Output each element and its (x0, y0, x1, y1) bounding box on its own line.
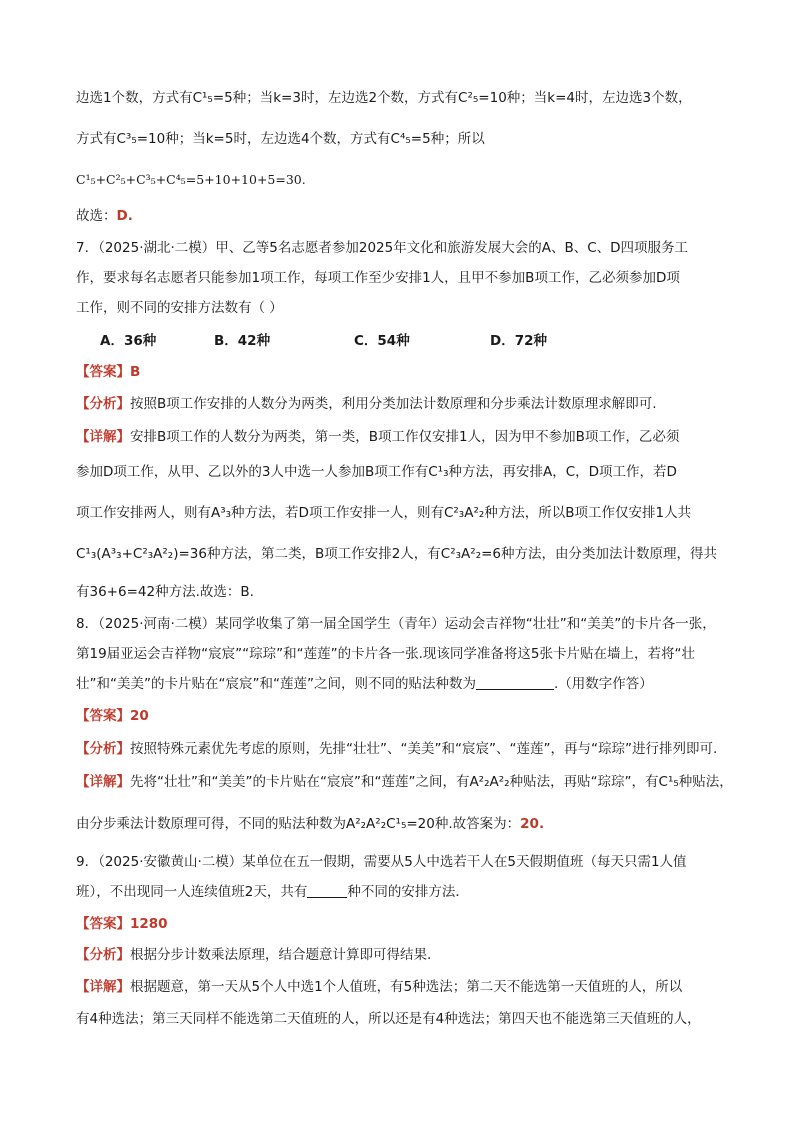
question-8-text: 第19届亚运会吉祥物“宸宸”“琮琮”和“莲莲”的卡片各一张.现该同学准备将这5张卡片贴在墙上，若将“壮 (76, 646, 696, 662)
analysis-tag: 【分析】 (76, 396, 130, 412)
detail-text: 由分步乘法计数原理可得，不同的贴法种数为A²₂A²₂C¹₅=20种.故答案为： (76, 816, 521, 832)
detail-line (76, 814, 726, 834)
answer-line (76, 914, 726, 934)
answer-value: 20. (520, 816, 545, 832)
option-d: D．72种 (490, 333, 547, 349)
analysis-line (76, 739, 726, 759)
answer-tag: 【答案】 (76, 916, 130, 932)
answer-value: 1280 (130, 916, 168, 932)
question-text: 种不同的安排方法． (347, 884, 469, 900)
detail-line (76, 427, 726, 447)
label: 故选： (76, 208, 117, 224)
detail-line: 参加D项工作，从甲、乙以外的3人中选一人参加B项工作有C¹₃种方法，再安排A，C，D项工作，若D (76, 464, 677, 480)
question-7-text: 7．（2025·湖北·二模）甲、乙等5名志愿者参加2025年文化和旅游发展大会的A、B、C、D四项服务工 (76, 240, 689, 256)
answer-tag: 【答案】 (76, 364, 130, 380)
question-9-text (76, 882, 726, 902)
option-a: A．36种 (100, 333, 157, 349)
answer-value: 20 (130, 708, 149, 724)
analysis-text: 根据分步计数乘法原理，结合题意计算即可得结果. (130, 947, 432, 963)
formula-line: C¹₅+C²₅+C³₅+C⁴₅=5+10+10+5=30. (76, 172, 306, 187)
question-text: 班），不出现同一人连续值班2天，共有 (76, 884, 308, 900)
analysis-tag: 【分析】 (76, 741, 130, 757)
question-9-text: 9．（2025·安徽黄山·二模）某单位在五一假期，需要从5人中选若干人在5天假期值班（每天只需1人值 (76, 854, 687, 870)
detail-line (76, 977, 726, 997)
detail-text: 安排B项工作的人数分为两类，第一类，B项工作仅安排1人，因为甲不参加B项工作，乙必须 (130, 429, 680, 445)
option-c: C．54种 (354, 333, 410, 349)
option-b: B．42种 (214, 333, 271, 349)
detail-text: 先将“壮壮”和“美美”的卡片贴在“宸宸”和“莲莲”之间，有A²₂A²₂种贴法，再贴“琮琮”，有C¹₅种贴法， (130, 774, 733, 790)
answer-blank (476, 675, 554, 690)
text-line: 方式有C³₅=10种；当k=5时，左边选4个数，方式有C⁴₅=5种；所以 (76, 131, 485, 147)
detail-line: 有36+6=42种方法.故选：B. (76, 584, 254, 600)
answer-blank (307, 883, 347, 898)
analysis-line (76, 394, 726, 414)
text-line: 边选1个数，方式有C¹₅=5种；当k=3时，左边选2个数，方式有C²₅=10种；当k=4时，左边选3个数， (76, 90, 692, 106)
analysis-text: 按照特殊元素优先考虑的原则，先排“壮壮”、“美美”和“宸宸”、“莲莲”，再与“琮琮”进行排列即可. (130, 741, 718, 757)
detail-text: 根据题意，第一天从5个人中选1个人值班，有5种选法；第二天不能选第一天值班的人，所以 (130, 979, 683, 995)
answer-line (76, 706, 726, 726)
answer-tag: 【答案】 (76, 708, 130, 724)
detail-line (76, 772, 733, 792)
detail-tag: 【详解】 (76, 774, 130, 790)
analysis-text: 按照B项工作安排的人数分为两类，利用分类加法计数原理和分步乘法计数原理求解即可. (130, 396, 657, 412)
question-8-text: 8．（2025·河南·二模）某同学收集了第一届全国学生（青年）运动会吉祥物“壮壮”和“美美”的卡片各一张， (76, 616, 716, 632)
question-text: 壮”和“美美”的卡片贴在“宸宸”和“莲莲”之间，则不同的贴法种数为 (76, 676, 476, 692)
detail-line: 有4种选法；第三天同样不能选第二天值班的人，所以还是有4种选法；第四天也不能选第三天值班的人， (76, 1011, 701, 1027)
analysis-tag: 【分析】 (76, 947, 130, 963)
answer-value: B (130, 364, 141, 380)
answer-line (76, 206, 726, 226)
detail-tag: 【详解】 (76, 429, 130, 445)
analysis-line (76, 945, 726, 965)
question-text: .（用数字作答） (553, 676, 653, 692)
question-8-text (76, 674, 726, 694)
detail-line: 项工作安排两人，则有A³₃种方法，若D项工作安排一人，则有C²₃A²₂种方法，所以B项工作仅安排1人共 (76, 505, 692, 521)
answer-line (76, 362, 726, 382)
answer-value: D. (116, 208, 133, 224)
detail-line: C¹₃(A³₃+C²₃A²₂)=36种方法，第二类，B项工作安排2人，有C²₃A²₂=6种方法，由分类加法计数原理，得共 (76, 546, 718, 562)
question-7-text: 作，要求每名志愿者只能参加1项工作，每项工作至少安排1人，且甲不参加B项工作，乙必须参加D项 (76, 270, 680, 286)
question-7-text: 工作，则不同的安排方法数有（ ） (76, 300, 283, 316)
detail-tag: 【详解】 (76, 979, 130, 995)
